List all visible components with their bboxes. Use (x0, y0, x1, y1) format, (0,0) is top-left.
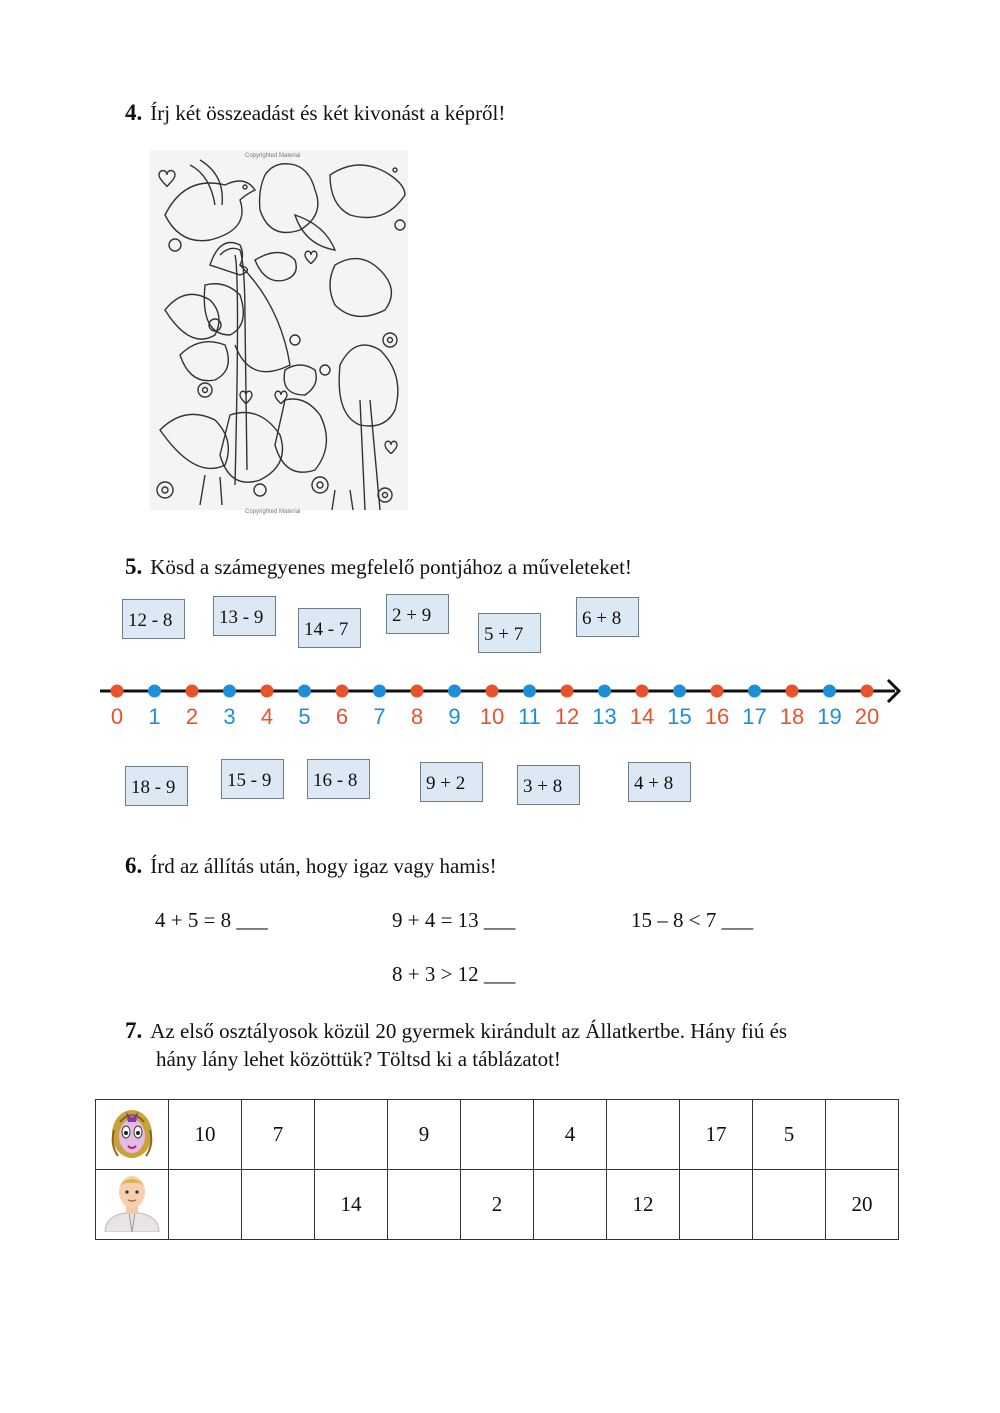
girls-cell[interactable] (826, 1100, 899, 1170)
boys-cell[interactable] (388, 1170, 461, 1240)
task-text: Írj két összeadást és két kivonást a képről! (150, 101, 506, 125)
table-row-girls (96, 1100, 899, 1170)
boys-cell[interactable]: 2 (461, 1170, 534, 1240)
statement[interactable]: 15 – 8 < 7 ___ (631, 908, 754, 932)
number-line-label: 16 (704, 704, 730, 729)
number-line-point[interactable] (186, 685, 199, 698)
girl-picture-cell (96, 1100, 169, 1170)
girl-icon (102, 1102, 162, 1162)
operation-box[interactable]: 3 + 8 (517, 765, 580, 805)
number-line-label: 7 (373, 704, 386, 729)
number-line-label: 18 (779, 704, 805, 729)
task-number: 7. (125, 1018, 143, 1043)
boys-cell[interactable] (169, 1170, 242, 1240)
boys-cell[interactable] (680, 1170, 753, 1240)
girls-cell[interactable]: 17 (680, 1100, 753, 1170)
operation-box[interactable]: 4 + 8 (628, 762, 691, 802)
number-line-point[interactable] (111, 685, 124, 698)
boys-cell[interactable] (753, 1170, 826, 1240)
task-number: 5. (125, 554, 143, 579)
girls-cell[interactable]: 5 (753, 1100, 826, 1170)
task-text: Írd az állítás után, hogy igaz vagy hamis! (150, 854, 497, 878)
girls-cell[interactable] (607, 1100, 680, 1170)
boys-cell[interactable]: 14 (315, 1170, 388, 1240)
boy-picture-cell (96, 1170, 169, 1240)
task-text-line1: Az első osztályosok közül 20 gyermek kirándult az Állatkertbe. Hány fiú és (150, 1019, 788, 1043)
operation-box[interactable]: 9 + 2 (420, 762, 483, 802)
number-line-label: 17 (742, 704, 767, 729)
task-7-heading (125, 1018, 787, 1044)
operation-box[interactable]: 16 - 8 (307, 759, 370, 799)
number-line-label: 3 (223, 704, 236, 729)
table-row-boys (96, 1170, 899, 1240)
number-line-point[interactable] (861, 685, 874, 698)
girls-cell[interactable]: 10 (169, 1100, 242, 1170)
number-line-label: 13 (592, 704, 617, 729)
number-line-label: 10 (479, 704, 505, 729)
task-text: Kösd a számegyenes megfelelő pontjához a műveleteket! (150, 555, 632, 579)
operation-box[interactable]: 5 + 7 (478, 613, 541, 653)
picture-copyright-bottom: Copyrighted Material (245, 509, 301, 515)
operation-box[interactable]: 6 + 8 (576, 597, 639, 637)
number-line-point[interactable] (486, 685, 499, 698)
boy-icon (99, 1172, 165, 1232)
number-line-label: 8 (410, 704, 424, 729)
operation-box[interactable]: 2 + 9 (386, 594, 449, 634)
boys-girls-table (95, 1099, 899, 1240)
number-line-label: 14 (629, 704, 655, 729)
girls-cell[interactable]: 9 (388, 1100, 461, 1170)
statement[interactable]: 8 + 3 > 12 ___ (392, 962, 516, 986)
number-line-point[interactable] (298, 685, 311, 698)
number-line-label: 19 (817, 704, 842, 729)
operation-box[interactable]: 15 - 9 (221, 759, 284, 799)
number-line-point[interactable] (223, 685, 236, 698)
statement[interactable]: 4 + 5 = 8 ___ (155, 908, 268, 932)
number-line-point[interactable] (786, 685, 799, 698)
number-line-point[interactable] (373, 685, 386, 698)
number-line-point[interactable] (636, 685, 649, 698)
operation-box[interactable]: 18 - 9 (125, 766, 188, 806)
task-7-text-line2: hány lány lehet közöttük? Töltsd ki a táblázatot! (156, 1047, 561, 1071)
number-line-label: 5 (298, 704, 311, 729)
task-number: 6. (125, 853, 143, 878)
girls-cell[interactable]: 7 (242, 1100, 315, 1170)
number-line-point[interactable] (261, 685, 274, 698)
task-number: 4. (125, 100, 143, 125)
task-4-heading (125, 100, 505, 126)
operation-box[interactable]: 12 - 8 (122, 599, 185, 639)
picture-copyright-top: Copyrighted Material (245, 153, 301, 159)
number-line-label: 4 (260, 704, 274, 729)
number-line-point[interactable] (448, 685, 461, 698)
operation-box[interactable]: 13 - 9 (213, 596, 276, 636)
number-line-point[interactable] (336, 685, 349, 698)
girls-cell[interactable]: 4 (534, 1100, 607, 1170)
number-line (95, 670, 915, 730)
number-line-label: 2 (185, 704, 199, 729)
operation-box[interactable]: 14 - 7 (298, 608, 361, 648)
number-line-point[interactable] (673, 685, 686, 698)
number-line-label: 1 (148, 704, 161, 729)
number-line-label: 20 (854, 704, 880, 729)
number-line-point[interactable] (823, 685, 836, 698)
task-5-heading (125, 554, 632, 580)
number-line-label: 0 (110, 704, 124, 729)
boys-cell[interactable] (242, 1170, 315, 1240)
statement[interactable]: 9 + 4 = 13 ___ (392, 908, 516, 932)
number-line-label: 11 (518, 704, 541, 729)
number-line-label: 6 (335, 704, 349, 729)
number-line-point[interactable] (523, 685, 536, 698)
number-line-point[interactable] (748, 685, 761, 698)
girls-cell[interactable] (461, 1100, 534, 1170)
boys-cell[interactable]: 20 (826, 1170, 899, 1240)
girls-cell[interactable] (315, 1100, 388, 1170)
number-line-point[interactable] (148, 685, 161, 698)
boys-cell[interactable] (534, 1170, 607, 1240)
number-line-label: 15 (667, 704, 692, 729)
number-line-point[interactable] (598, 685, 611, 698)
birds-coloring-picture (145, 145, 410, 520)
number-line-point[interactable] (411, 685, 424, 698)
number-line-label: 9 (448, 704, 461, 729)
number-line-label: 12 (554, 704, 580, 729)
task-6-heading (125, 853, 497, 879)
boys-cell[interactable]: 12 (607, 1170, 680, 1240)
number-line-point[interactable] (711, 685, 724, 698)
number-line-point[interactable] (561, 685, 574, 698)
